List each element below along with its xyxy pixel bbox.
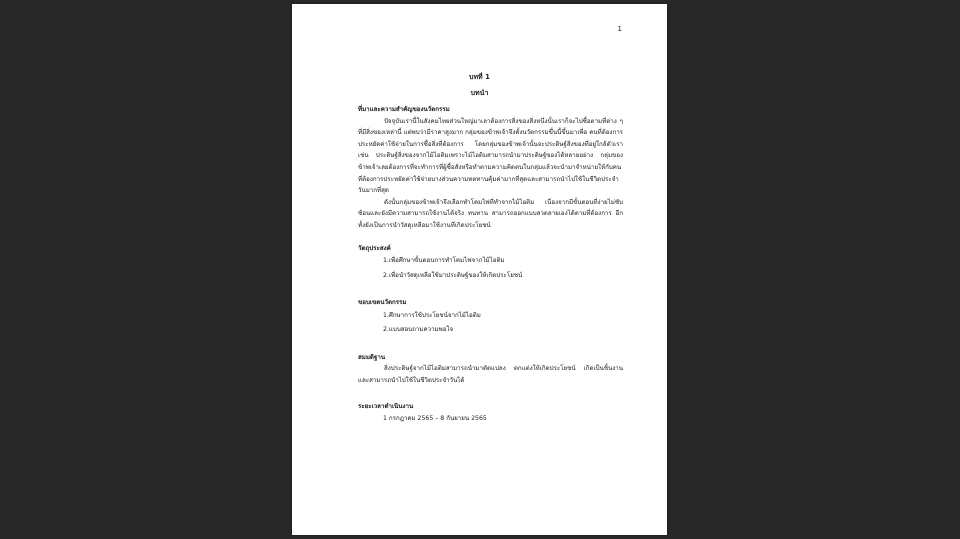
- hypothesis-text: สิ่งประดิษฐ์จากไม้ไอติมสามารถนำมาดัดแปลง ตกแต่งให้เกิดประโยชน์ เกิดเป็นชิ้นงาน และสามารถนำไปใช้ในชีวิตประจำวันได้: [358, 365, 623, 384]
- chapter-title: บทนำ: [470, 89, 489, 97]
- document-page: [292, 4, 667, 535]
- scope-item: 1.ศึกษาการใช้ประโยชน์จากไม้ไอติม: [383, 311, 481, 319]
- hypothesis-heading: สมมติฐาน: [358, 353, 386, 361]
- background-paragraph-2: ดังนั้นกลุ่มของข้าพเจ้าจึงเลือกทำโคมไฟที่ทำจากไม้ไอติม เนื่องจากมีขั้นตอนที่ง่ายไม่ซับซ้อนและยังมีความสามารถใช้งานได้จริง ทนทาน สามารถออกแบบลวดลายเองได้ตามที่ต้องการ อีกทั้งยังเป็นการนำวัสดุเหลือมาใช้งานที่เกิดประโยชน์: [358, 198, 623, 229]
- duration-text: 1 กรกฎาคม 2565 – 8 กันยายน 2565: [383, 415, 487, 423]
- objectives-heading: วัตถุประสงค์: [358, 244, 391, 252]
- scope-item: 2.แบบสอบถามความพอใจ: [383, 326, 454, 334]
- scope-heading: ขอบเขตนวัตกรรม: [358, 299, 407, 307]
- page-number: 1: [617, 25, 622, 33]
- page-content: [358, 104, 623, 427]
- objective-item: 2.เพื่อนำวัสดุเหลือใช้มาประดิษฐ์ของให้เกิดประโยชน์: [383, 271, 523, 279]
- background-heading: ที่มาและความสำคัญของนวัตกรรม: [358, 106, 450, 113]
- background-paragraph-1: ปัจจุบันเรานี้ในสังคมไทยส่วนใหญ่มาเลาต้องการสิ่งของสิ่งหนึ่งนั้นเราก็จะไปซื้อตามที่ต่าง ๆ ที่มีสิ่งของเหล่านี้ แต่พบว่ามีราคาสูงมาก กลุ่มของข้าพเจ้าจึงตั้งนวัตกรรมขึ้นนี้ขึ้นมาเพื่อ คนที่ต้องการประหยัดค่าใช้จ่ายในการซื้อสิ่งที่ต้องการ โดยกลุ่มของข้าพเจ้านั้นจะประดิษฐ์สิ่งของที่อยู่ใกล้ตัวเรา เช่น ประดิษฐ์สิ่งของจากไม้ไอติมเพราะไม้ไอติมสามารถนำมาประดิษฐ์ของได้หลายอย่าง กลุ่มของข้าพเจ้าเลยต้องการที่จะทำการที่ผู้ซื้อสั่งหรือทำตามความคิดตนในกลุ่มแล้วจะนำมาจำหน่ายให้กับคนที่ต้องการประหยัดค่าใช้จ่ายบางส่วนความทดทานคุ้มค่ามากที่สุดและสามารถนำไปใช้ในชีวิตประจำวันมากที่สุด: [358, 117, 623, 195]
- objective-item: 1.เพื่อศึกษาขั้นตอนการทำโคมไฟจากไม้ไอติม: [383, 257, 505, 265]
- duration-heading: ระยะเวลาดำเนินงาน: [358, 402, 414, 410]
- chapter-label: บทที่ 1: [469, 73, 490, 81]
